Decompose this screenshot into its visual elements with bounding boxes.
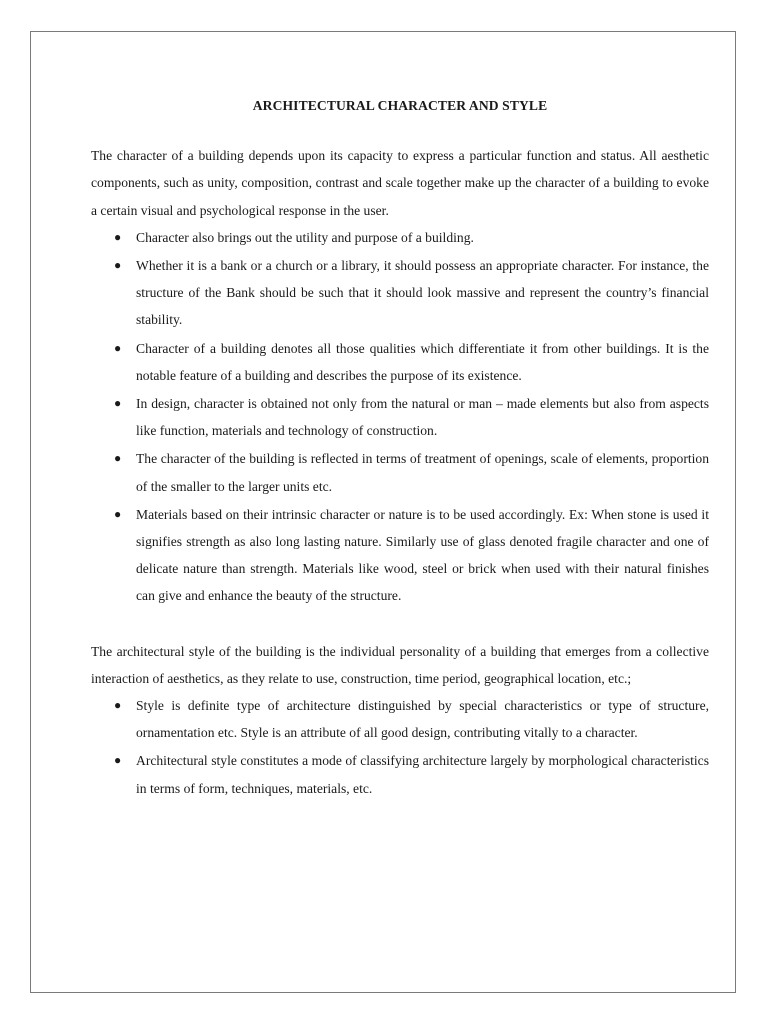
list-item xyxy=(91,692,709,746)
list-item xyxy=(91,390,709,444)
bullet-icon: ● xyxy=(114,451,122,466)
list-item xyxy=(91,747,709,801)
list-item-text: Style is definite type of architecture distinguished by special characteristics or type of structure, ornamentation etc. Style is an attribute of all good design, contributing vitally to a character. xyxy=(136,698,709,741)
section1-intro: The character of a building depends upon its capacity to express a particular function and status. All aesthetic components, such as unity, composition, contrast and scale together make up the character of a building to evoke a certain visual and psychological response in the user. xyxy=(91,148,709,218)
list-item-text: Architectural style constitutes a mode of classifying architecture largely by morphological characteristics in terms of form, techniques, materials, etc. xyxy=(136,753,709,796)
list-item xyxy=(91,224,709,251)
list-item-text: The character of the building is reflected in terms of treatment of openings, scale of elements, proportion of the smaller to the larger units etc. xyxy=(136,451,709,494)
list-item-text: Character also brings out the utility and purpose of a building. xyxy=(136,229,474,245)
section1-bullet-list xyxy=(91,224,709,610)
section2-intro: The architectural style of the building is the individual personality of a building that emerges from a collective interaction of aesthetics, as they relate to use, construction, time period, geographical location, etc.; xyxy=(91,643,709,686)
document-content xyxy=(91,92,709,803)
document-page xyxy=(30,31,736,993)
bullet-icon: ● xyxy=(114,396,122,411)
list-item xyxy=(91,335,709,389)
bullet-icon: ● xyxy=(114,698,122,713)
section2-bullet-list xyxy=(91,692,709,802)
list-item xyxy=(91,501,709,610)
bullet-icon: ● xyxy=(114,229,122,244)
list-item-text: Materials based on their intrinsic character or nature is to be used accordingly. Ex: When stone is used it signifies strength as also long lasting nature. Similarly use of glass denoted fragile character and one of delicate nature than strength. Materials like wood, steel or brick when used with their natural finishes can give and enhance the beauty of the structure. xyxy=(136,506,709,604)
list-item-text: Whether it is a bank or a church or a library, it should possess an appropriate character. For instance, the structure of the Bank should be such that it should look massive and represent the country’s financial stability. xyxy=(136,258,709,328)
section-spacer xyxy=(91,611,709,638)
document-title: ARCHITECTURAL CHARACTER AND STYLE xyxy=(252,98,548,113)
list-item-text: In design, character is obtained not only from the natural or man – made elements but also from aspects like function, materials and technology of construction. xyxy=(136,396,709,439)
list-item xyxy=(91,445,709,499)
bullet-icon: ● xyxy=(114,258,122,273)
bullet-icon: ● xyxy=(114,753,122,768)
list-item-text: Character of a building denotes all those qualities which differentiate it from other buildings. It is the notable feature of a building and describes the purpose of its existence. xyxy=(136,340,709,383)
bullet-icon: ● xyxy=(114,340,122,355)
bullet-icon: ● xyxy=(114,506,122,521)
list-item xyxy=(91,252,709,334)
